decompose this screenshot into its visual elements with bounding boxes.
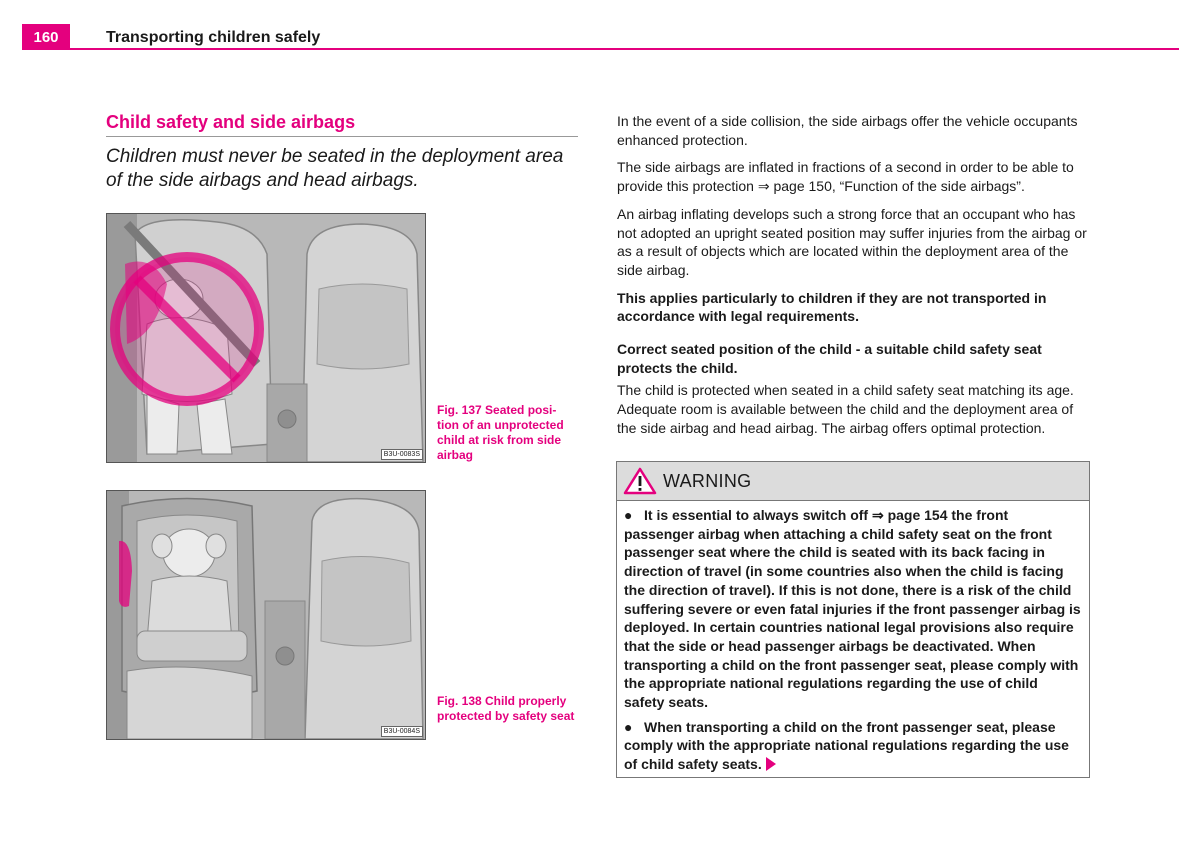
body-text-column [617,112,1089,447]
figure-138-image [106,490,426,740]
paragraph: The side airbags are inflated in fractions of a second in order to be able to provide this protection ⇒ page 150, “Function of the side airbags”. [617,159,1074,195]
warning-item [624,718,1082,774]
warning-triangle-icon [623,467,657,495]
unprotected-child-illustration [107,214,425,462]
warning-body [617,501,1089,774]
continue-arrow-icon [766,757,776,771]
paragraph: An airbag inflating develops such a strong force that an occupant who has not adopted an upright seated position may suffer injuries from the airbag or as a result of objects which are located within the deployment area of the side airbag. [617,205,1087,278]
warning-item [624,506,1082,712]
figure-code: B3U-0084S [381,726,423,737]
warning-title: WARNING [663,470,752,491]
warning-header [617,462,1089,501]
figure-138-caption: Fig. 138 Child properly protected by safety seat [437,694,575,723]
paragraph: The child is protected when seated in a child safety seat matching its age. Adequate room is available between the child and the deployment area of the side airbag and head airbag. The airbag offers optimal protection. [617,382,1074,436]
bullet-icon: ● [624,718,633,735]
section-heading: Child safety and side airbags [106,112,578,137]
figure-code: B3U-0083S [381,449,423,460]
bullet-icon: ● [624,507,633,523]
protected-child-illustration [107,491,425,739]
warning-item-text: It is essential to always switch off ⇒ page 154 the front passenger airbag when attaching a child safety seat on the front passenger seat where the child is seated with its back facing in direction of travel (in some countries also when the child is facing the direction of travel). If this is not done, there is a risk of the child suffering severe or even fatal injuries if the front passenger airbag is deployed. In certain countries national legal provisions also require that the side or head passenger airbags be deactivated. When transporting a child on the front passenger seat, please comply with the appropriate national regulations regarding the use of child safety seats. [624,507,1081,711]
page-number: 160 [22,24,70,50]
warning-box [616,461,1090,778]
paragraph-emphasis: This applies particularly to children if they are not transported in accordance with legal requirements. [617,289,1047,325]
subheading: Correct seated position of the child - a suitable child safety seat protects the child. [617,341,1042,376]
intro-text: Children must never be seated in the deployment area of the side airbags and head airbags. [106,146,564,191]
header-rule [22,48,1179,50]
warning-item-text: When transporting a child on the front passenger seat, please comply with the appropriate national regulations regarding the use of child safety seats. [624,718,1069,773]
figure-137-image [106,213,426,463]
paragraph: In the event of a side collision, the side airbags offer the vehicle occupants enhanced protection. [617,113,1078,148]
figure-137-caption: Fig. 137 Seated posi- tion of an unprotected child at risk from side airbag [437,403,564,462]
chapter-title: Transporting children safely [106,29,321,46]
